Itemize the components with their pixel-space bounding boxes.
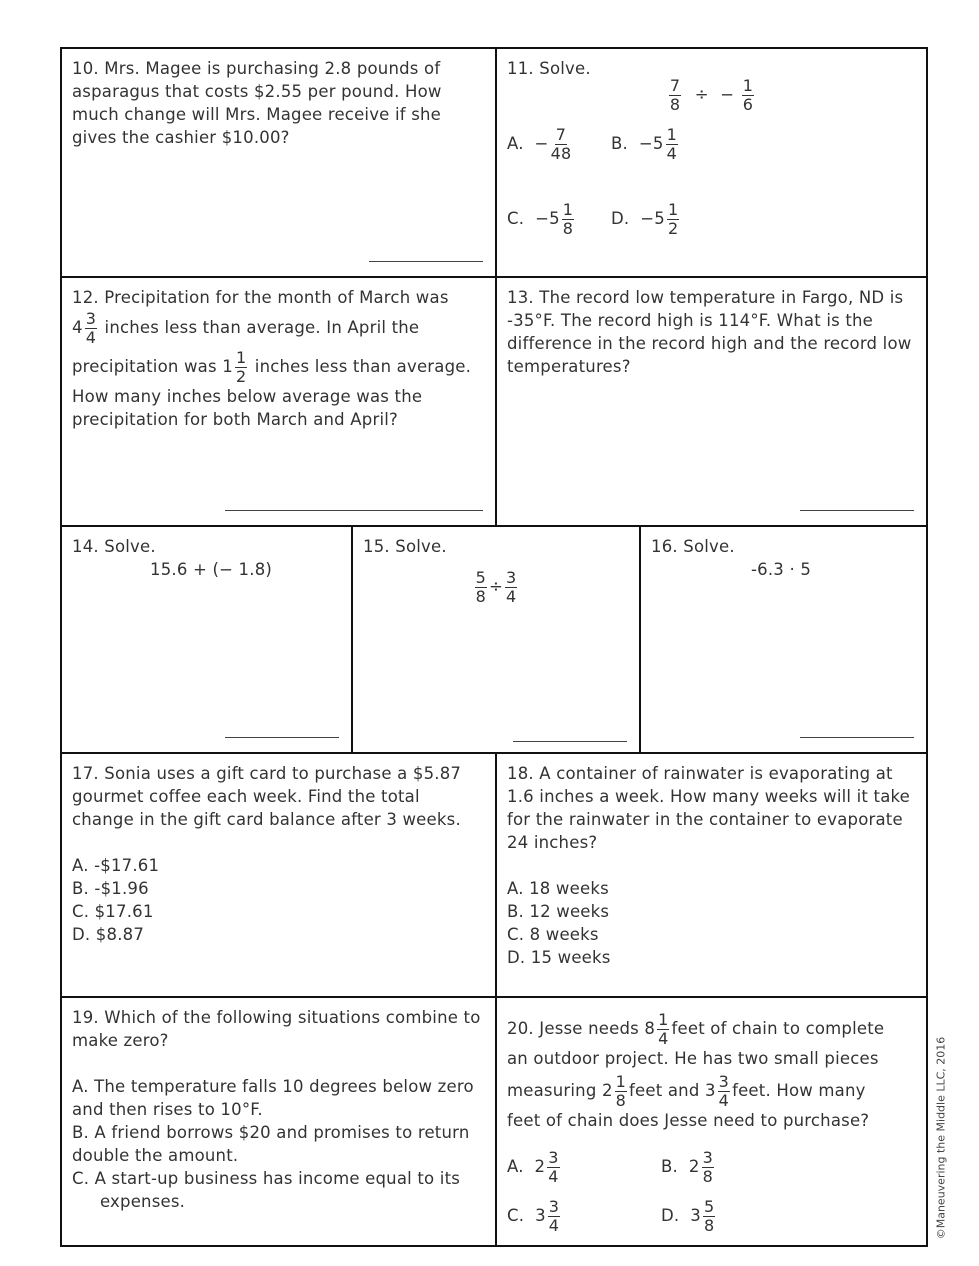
answer-blank[interactable] bbox=[513, 741, 627, 742]
option-d[interactable]: D. 3 $\frac{5}{8}$ bbox=[661, 1197, 715, 1235]
question-10-text: 10. Mrs. Magee is purchasing 2.8 pounds of asparagus that costs $2.55 per pound. How much change will Mrs. Magee receive if she gives the cashier $10.00? bbox=[72, 59, 442, 147]
fraction: $\frac{3}{4}$ bbox=[506, 568, 517, 606]
option-row bbox=[507, 127, 916, 162]
option-c[interactable]: C. A start-up business has income equal to its expenses. bbox=[72, 1169, 461, 1211]
option-b[interactable]: B. 12 weeks bbox=[507, 902, 610, 921]
question-10 bbox=[62, 49, 495, 276]
option-a[interactable]: A. -$17.61 bbox=[72, 856, 160, 875]
fraction: $\frac{3}{4}$ bbox=[85, 309, 97, 347]
question-11-expression: $\frac{7}{8}$ ÷ − $\frac{1}{6}$ bbox=[669, 76, 754, 114]
option-b[interactable]: B. 2 $\frac{3}{8}$ bbox=[661, 1148, 713, 1186]
fraction: $\frac{1}{2}$ bbox=[235, 348, 247, 386]
option-c[interactable]: C. −5 $\frac{1}{8}$ bbox=[507, 200, 574, 238]
option-b[interactable]: B. −5 $\frac{1}{4}$ bbox=[611, 125, 677, 163]
question-11 bbox=[495, 49, 926, 276]
fraction: $\frac{1}{6}$ bbox=[742, 76, 754, 114]
option-b[interactable]: B. A friend borrows $20 and promises to return double the amount. bbox=[72, 1123, 470, 1165]
question-19: 19. Which of the following situations combine to make zero? A. The temperature falls 10 degrees below zero and then rises to 10°F. B. A friend borrows $20 and promises to return double the amount. C. A start-up business has income equal to its expenses. bbox=[62, 996, 495, 1245]
fraction: $\frac{5}{8}$ bbox=[475, 568, 486, 606]
options-list bbox=[72, 1075, 485, 1213]
answer-blank[interactable] bbox=[225, 510, 483, 511]
question-15: 15. Solve. $\frac{5}{8}$ ÷ $\frac{3}{4}$ bbox=[351, 525, 639, 752]
option-a[interactable]: A. 2 $\frac{3}{4}$ bbox=[507, 1148, 559, 1186]
fraction: $\frac{7}{8}$ bbox=[669, 76, 681, 114]
fraction: $\frac{3}{4}$ bbox=[718, 1072, 730, 1110]
option-row bbox=[507, 1199, 916, 1234]
question-14-expression: 15.6 + (− 1.8) bbox=[150, 560, 273, 579]
answer-blank[interactable] bbox=[369, 261, 483, 262]
question-15-expression: $\frac{5}{8}$ ÷ $\frac{3}{4}$ bbox=[475, 568, 517, 606]
option-d[interactable]: D. $8.87 bbox=[72, 925, 145, 944]
option-c[interactable]: C. 3 $\frac{3}{4}$ bbox=[507, 1197, 560, 1235]
option-c[interactable]: C. 8 weeks bbox=[507, 925, 599, 944]
question-12: 12. Precipitation for the month of March was 4 $\frac{3}{4}$ inches less than average. In April the precipitation was 1 $\frac{1}{2}$ inches less than average. How many inches below average was the precipitation for both March and April? bbox=[62, 276, 495, 525]
option-a[interactable]: A. The temperature falls 10 degrees below zero and then rises to 10°F. bbox=[72, 1077, 474, 1119]
question-16-expression: -6.3 · 5 bbox=[751, 560, 812, 579]
option-b[interactable]: B. -$1.96 bbox=[72, 879, 149, 898]
option-row bbox=[507, 202, 916, 237]
fraction: $\frac{1}{8}$ bbox=[615, 1072, 627, 1110]
worksheet-grid bbox=[60, 47, 928, 1247]
option-d[interactable]: D. −5 $\frac{1}{2}$ bbox=[611, 200, 679, 238]
question-20: 20. Jesse needs 8 $\frac{1}{4}$ feet of chain to complete an outdoor project. He has two small pieces measuring 2 $\frac{1}{8}$ feet and 3 $\frac{3}{4}$ feet. How many feet of chain does Jesse need to purchase? A. 2 $\frac{3}{4}$ B. 2 $\frac{3}{8}$ C. 3 $\frac{3}{4}$ D. 3 $\frac{5}{8}$ bbox=[495, 996, 926, 1245]
answer-blank[interactable] bbox=[225, 737, 339, 738]
question-13: 13. The record low temperature in Fargo, ND is -35°F. The record high is 114°F. What is the difference in the record high and the record low temperatures? bbox=[495, 276, 926, 525]
option-d[interactable]: D. 15 weeks bbox=[507, 948, 611, 967]
option-row bbox=[507, 1150, 916, 1185]
question-18: 18. A container of rainwater is evaporating at 1.6 inches a week. How many weeks will it take for the rainwater in the container to evaporate 24 inches? A. 18 weeks B. 12 weeks C. 8 weeks D. 15 weeks bbox=[495, 752, 926, 996]
question-17: 17. Sonia uses a gift card to purchase a $5.87 gourmet coffee each week. Find the total change in the gift card balance after 3 weeks. A. -$17.61 B. -$1.96 C. $17.61 D. $8.87 bbox=[62, 752, 495, 996]
options-list bbox=[72, 854, 485, 946]
question-11-label: 11. Solve. bbox=[507, 59, 591, 78]
option-a[interactable]: A. − $\frac{7}{48}$ bbox=[507, 125, 572, 163]
option-a[interactable]: A. 18 weeks bbox=[507, 879, 609, 898]
fraction: $\frac{1}{4}$ bbox=[658, 1010, 669, 1048]
answer-blank[interactable] bbox=[800, 737, 914, 738]
answer-blank[interactable] bbox=[800, 510, 914, 511]
question-14: 14. Solve. 15.6 + (− 1.8) bbox=[62, 525, 351, 752]
options-list bbox=[507, 877, 916, 969]
option-c[interactable]: C. $17.61 bbox=[72, 902, 154, 921]
copyright-notice: ©Maneuvering the Middle LLC, 2016 bbox=[934, 1036, 948, 1239]
question-16: 16. Solve. -6.3 · 5 bbox=[639, 525, 926, 752]
